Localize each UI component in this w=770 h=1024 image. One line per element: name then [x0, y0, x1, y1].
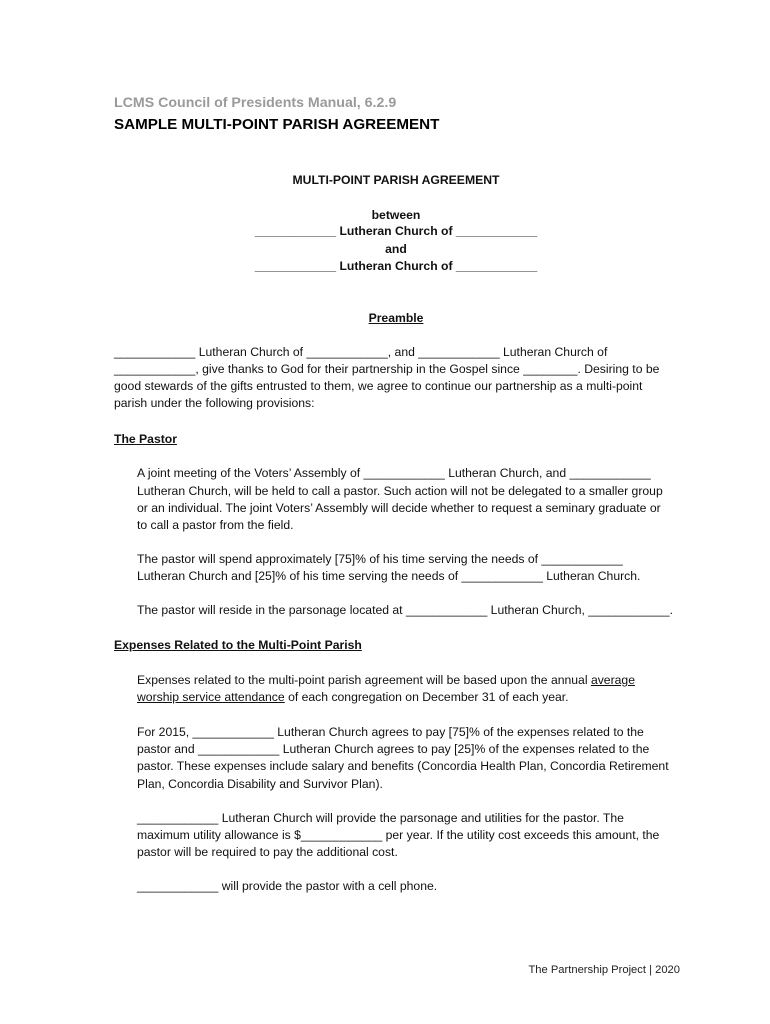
pastor-para1-line: to call a pastor from the field.	[137, 518, 294, 532]
preamble-line: good stewards of the gifts entrusted to them, we agree to continue our partnership as a multi-point	[114, 379, 643, 393]
expenses-para2-line: For 2015, ____________ Lutheran Church agrees to pay [75]% of the expenses related to the	[137, 725, 644, 739]
expenses-para1-text: of each congregation on December 31 of each year.	[284, 690, 569, 704]
expenses-para2-line: Plan, Concordia Disability and Survivor Plan).	[137, 777, 383, 791]
preamble-line: parish under the following provisions:	[114, 396, 315, 410]
expenses-para1-underlined: worship service attendance	[137, 690, 285, 704]
preamble-heading: Preamble	[368, 311, 424, 325]
pastor-para3-line: The pastor will reside in the parsonage located at ____________ Lutheran Church, ____________.	[137, 603, 673, 617]
pastor-para1-line: A joint meeting of the Voters’ Assembly of ____________ Lutheran Church, and ____________	[137, 466, 651, 480]
expenses-para1-text: Expenses related to the multi-point parish agreement will be based upon the annual	[137, 673, 591, 687]
agreement-between: between	[371, 208, 421, 222]
expenses-para3-line: maximum utility allowance is $____________ per year. If the utility cost exceeds this amount, the	[137, 828, 660, 842]
preamble-line: ____________ Lutheran Church of ____________, and ____________ Lutheran Church of	[114, 345, 608, 359]
pastor-heading: The Pastor	[114, 432, 177, 446]
expenses-para2-line: pastor. These expenses include salary and benefits (Concordia Health Plan, Concordia Retirement	[137, 759, 669, 773]
expenses-para2-line: pastor and ____________ Lutheran Church agrees to pay [25]% of the expenses related to the	[137, 742, 650, 756]
pastor-para2-line: The pastor will spend approximately [75]% of his time serving the needs of ____________	[137, 552, 623, 566]
expenses-para1-line	[137, 690, 569, 705]
document-title: SAMPLE MULTI-POINT PARISH AGREEMENT	[114, 116, 440, 133]
manual-reference: LCMS Council of Presidents Manual, 6.2.9	[114, 95, 397, 111]
expenses-para4-line: ____________ will provide the pastor with a cell phone.	[137, 879, 438, 893]
preamble-line: ____________, give thanks to God for their partnership in the Gospel since ________. Desiring to be	[114, 362, 660, 376]
expenses-para3-line: pastor will be required to pay the additional cost.	[137, 845, 398, 859]
expenses-para1-line	[137, 673, 635, 688]
expenses-para1-underlined: average	[590, 673, 635, 687]
expenses-heading: Expenses Related to the Multi-Point Parish	[114, 638, 362, 652]
pastor-para1-line: Lutheran Church, will be held to call a pastor. Such action will not be delegated to a smaller group	[137, 484, 663, 498]
page-footer: The Partnership Project | 2020	[528, 964, 680, 976]
agreement-heading: MULTI-POINT PARISH AGREEMENT	[292, 173, 500, 187]
pastor-para1-line: or an individual. The joint Voters’ Assembly will decide whether to request a seminary graduate or	[137, 501, 661, 515]
agreement-party-2: ____________ Lutheran Church of ____________	[254, 259, 538, 273]
agreement-and: and	[385, 242, 407, 256]
agreement-party-1: ____________ Lutheran Church of ____________	[254, 224, 538, 238]
pastor-para2-line: Lutheran Church and [25]% of his time serving the needs of ____________ Lutheran Church.	[137, 569, 641, 583]
expenses-para3-line: ____________ Lutheran Church will provide the parsonage and utilities for the pastor. The	[137, 811, 624, 825]
